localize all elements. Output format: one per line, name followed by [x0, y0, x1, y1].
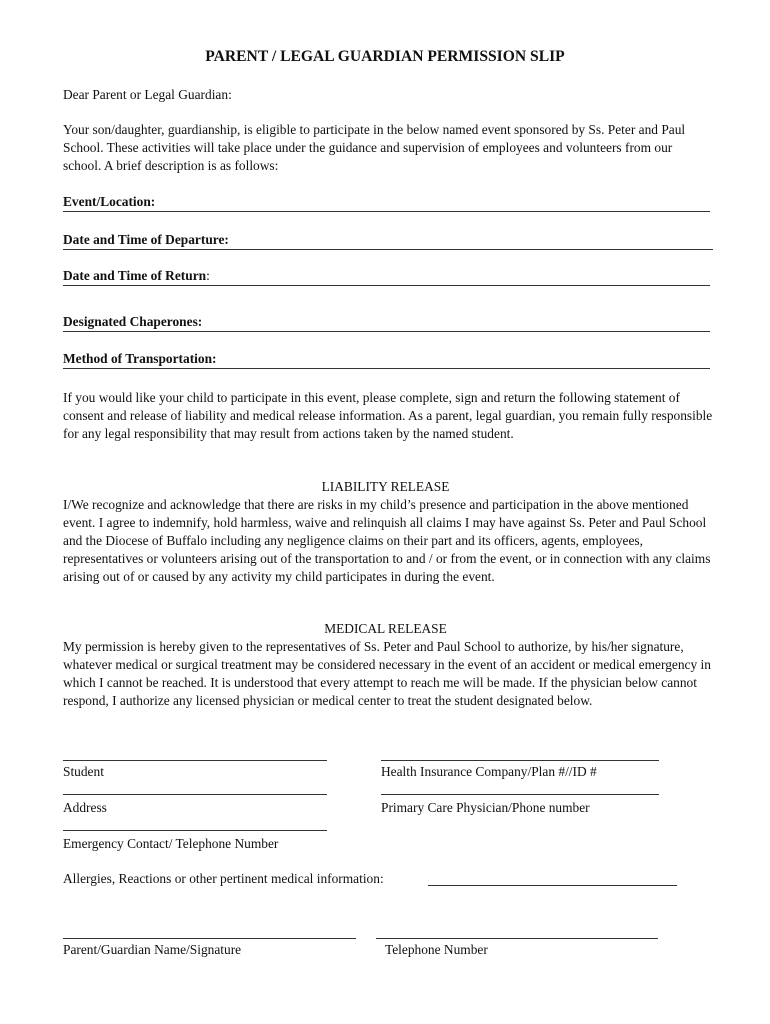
document-title: PARENT / LEGAL GUARDIAN PERMISSION SLIP — [205, 48, 565, 65]
address-signature-line[interactable] — [63, 794, 327, 795]
chaperones-field[interactable] — [63, 313, 710, 332]
chaperones-label: Designated Chaperones: — [63, 314, 203, 329]
telephone-label: Telephone Number — [385, 942, 488, 957]
return-colon: : — [206, 268, 210, 283]
insurance-label: Health Insurance Company/Plan #//ID # — [381, 764, 597, 779]
student-signature-line[interactable] — [63, 760, 327, 761]
event-location-field[interactable] — [63, 193, 710, 212]
return-label: Date and Time of Return — [63, 268, 207, 283]
event-location-label: Event/Location: — [63, 194, 156, 209]
emergency-label: Emergency Contact/ Telephone Number — [63, 836, 279, 851]
student-label: Student — [63, 764, 104, 779]
departure-field[interactable] — [63, 231, 713, 250]
parent-signature-line[interactable] — [63, 938, 356, 939]
liability-paragraph: I/We recognize and acknowledge that there are risks in my child’s presence and participation in the above mentioned event. I agree to indemnify, hold harmless, waive and relinquish all claims I may have against Ss. Peter and Paul School and the Diocese of Buffalo including any negligence claims on their part and its officers, agents, employees, representatives or volunteers arising out of the transportation to and / or from the event, or in connection with any claims arising out of or caused by any activity my child participates in during the event. — [63, 497, 711, 584]
emergency-signature-line[interactable] — [63, 830, 327, 831]
salutation: Dear Parent or Legal Guardian: — [63, 87, 232, 102]
allergies-label: Allergies, Reactions or other pertinent medical information: — [63, 871, 384, 886]
address-label: Address — [63, 800, 107, 815]
medical-paragraph: My permission is hereby given to the representatives of Ss. Peter and Paul School to authorize, by his/her signature, whatever medical or surgical treatment may be considered necessary in the event of an accident or medical emergency in which I cannot be reached. It is understood that every attempt to reach me will be made. If the physician below cannot respond, I authorize any licensed physician or medical center to treat the student designated below. — [63, 639, 711, 708]
telephone-signature-line[interactable] — [376, 938, 658, 939]
intro-paragraph: Your son/daughter, guardianship, is eligible to participate in the below named event sponsored by Ss. Peter and Paul School. These activities will take place under the guidance and supervision of employees and volunteers from our school. A brief description is as follows: — [63, 122, 686, 173]
insurance-signature-line[interactable] — [381, 760, 659, 761]
allergies-input-line[interactable] — [428, 885, 677, 886]
return-field[interactable] — [63, 267, 710, 286]
transportation-label: Method of Transportation: — [63, 351, 217, 366]
medical-heading: MEDICAL RELEASE — [324, 621, 447, 636]
liability-heading: LIABILITY RELEASE — [321, 479, 450, 494]
physician-label: Primary Care Physician/Phone number — [381, 800, 590, 815]
physician-signature-line[interactable] — [381, 794, 659, 795]
departure-label: Date and Time of Departure: — [63, 232, 229, 247]
consent-paragraph: If you would like your child to participate in this event, please complete, sign and return the following statement of consent and release of liability and medical release information. As a parent, legal guardian, you remain fully responsible for any legal responsibility that may result from actions taken by the named student. — [63, 390, 713, 441]
parent-label: Parent/Guardian Name/Signature — [63, 942, 242, 957]
transportation-field[interactable] — [63, 350, 710, 369]
